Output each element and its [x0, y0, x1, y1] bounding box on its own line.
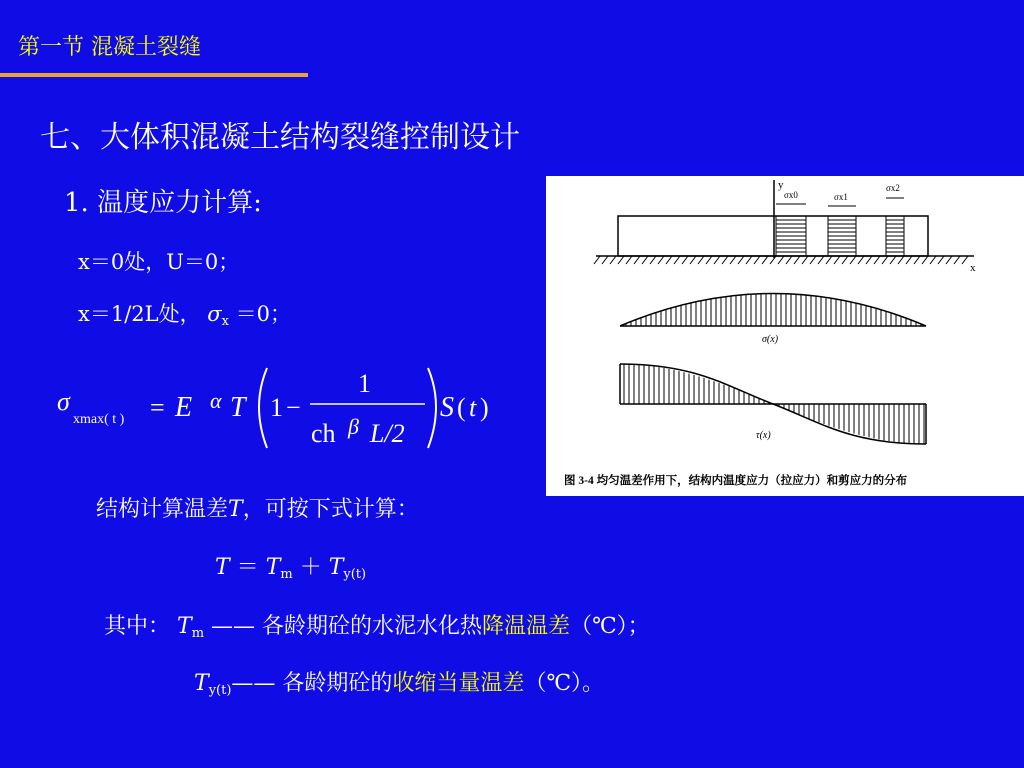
- hatch-line: [962, 256, 968, 264]
- hatch-line: [658, 256, 664, 264]
- sigma-label: σ(x): [762, 334, 779, 345]
- hatch-line: [954, 256, 960, 264]
- formula-minus: −: [286, 393, 301, 422]
- block-stress-hatching: [776, 216, 904, 256]
- formula-L2: L/2: [370, 419, 405, 448]
- hatch-line: [786, 256, 792, 264]
- formula-ch: ch: [311, 419, 336, 448]
- definitions-label: 其中：: [104, 614, 171, 639]
- formula-sigma: σ: [57, 387, 70, 416]
- hatch-line: [802, 256, 808, 264]
- right-paren: [428, 368, 436, 448]
- def2-highlight: 收缩当量温差: [392, 671, 525, 696]
- hatch-line: [850, 256, 856, 264]
- stress-distribution-figure: [546, 176, 1024, 496]
- eq2-plus: ＋: [292, 555, 329, 580]
- eq2-Ty-sub: y(t): [343, 567, 367, 582]
- hatch-line: [946, 256, 952, 264]
- hatch-line: [866, 256, 872, 264]
- def2-text: 各龄期砼的: [282, 671, 393, 696]
- def2-sub: y(t): [208, 683, 232, 698]
- definition-Ty: [194, 666, 604, 698]
- eq2-Tm: T: [265, 555, 281, 580]
- hatch-line: [762, 256, 768, 264]
- def1-end: （℃）；: [570, 614, 650, 639]
- cond2-prefix: x＝1/2L处，: [78, 302, 208, 326]
- header-underline: [0, 73, 308, 77]
- eq2-equals: ＝: [229, 555, 266, 580]
- def2-end: （℃）。: [524, 671, 605, 696]
- label-sigma-x2: σx2: [886, 183, 900, 193]
- hatch-line: [666, 256, 672, 264]
- slide-header: [18, 30, 201, 61]
- formula-T: T: [230, 392, 246, 423]
- hatch-line: [706, 256, 712, 264]
- formula-close: ): [480, 393, 489, 422]
- boundary-condition-2: [78, 298, 291, 329]
- temperature-difference-note: [96, 492, 419, 523]
- def1-highlight: 降温温差: [482, 614, 571, 639]
- label-sigma-x1: σx1: [834, 192, 848, 202]
- figure-drawing: [546, 176, 1024, 496]
- hatch-line: [650, 256, 656, 264]
- formula-sigma-sub: xmax( t ): [73, 412, 125, 427]
- hatch-line: [738, 256, 744, 264]
- hatch-line: [730, 256, 736, 264]
- figure-caption: 图 3-4 均匀温差作用下，结构内温度应力（拉应力）和剪应力的分布: [564, 475, 908, 487]
- def1-sub: m: [191, 626, 205, 641]
- formula-alpha: α: [210, 388, 222, 413]
- hatch-line: [794, 256, 800, 264]
- hatch-line: [826, 256, 832, 264]
- hatch-line: [842, 256, 848, 264]
- subsection-title: 1. 温度应力计算:: [64, 188, 262, 218]
- tau-label: τ(x): [756, 430, 771, 441]
- hatch-line: [594, 256, 600, 264]
- sigma-hatching: [626, 294, 921, 326]
- ground-hatching: [594, 256, 968, 264]
- label-sigma-x0: σx0: [784, 190, 798, 200]
- hatch-line: [698, 256, 704, 264]
- hatch-line: [810, 256, 816, 264]
- def1-symbol: T: [177, 614, 192, 639]
- hatch-line: [602, 256, 608, 264]
- hatch-line: [834, 256, 840, 264]
- hatch-line: [610, 256, 616, 264]
- hatch-line: [770, 256, 776, 264]
- hatch-line: [930, 256, 936, 264]
- left-paren: [259, 368, 267, 448]
- max-stress-formula: [55, 360, 525, 455]
- hatch-line: [858, 256, 864, 264]
- hatch-line: [898, 256, 904, 264]
- hatch-line: [714, 256, 720, 264]
- def2-symbol: T: [194, 671, 209, 696]
- hatch-line: [882, 256, 888, 264]
- figure-y-label: y: [778, 179, 784, 191]
- formula-E: E: [175, 392, 193, 423]
- formula-numerator: 1: [358, 369, 371, 398]
- formula-open: (: [457, 393, 466, 422]
- formula-beta: β: [348, 414, 359, 439]
- cond2-sub: x: [221, 314, 229, 329]
- hatch-line: [722, 256, 728, 264]
- hatch-line: [890, 256, 896, 264]
- hatch-line: [938, 256, 944, 264]
- eq2-Tm-sub: m: [280, 567, 293, 582]
- section-title: 七、大体积混凝土结构裂缝控制设计: [40, 120, 520, 155]
- boundary-condition-1: x＝0处，U＝0；: [78, 250, 240, 274]
- hatch-line: [874, 256, 880, 264]
- formula-equals: =: [150, 393, 165, 422]
- definition-Tm: [104, 609, 650, 641]
- note-suffix: ，可按下式计算：: [242, 497, 419, 522]
- def2-dash: ——: [231, 671, 283, 696]
- hatch-line: [618, 256, 624, 264]
- hatch-line: [690, 256, 696, 264]
- hatch-line: [634, 256, 640, 264]
- hatch-line: [674, 256, 680, 264]
- hatch-line: [746, 256, 752, 264]
- formula-t: t: [469, 393, 477, 422]
- concrete-block: [618, 216, 928, 256]
- def1-text: 各龄期砼的水泥水化热: [262, 614, 483, 639]
- hatch-line: [682, 256, 688, 264]
- cond2-suffix: ＝0；: [228, 302, 291, 326]
- formula-S: S: [440, 392, 454, 423]
- hatch-line: [626, 256, 632, 264]
- hatch-line: [642, 256, 648, 264]
- cond2-sigma: σ: [207, 302, 222, 326]
- eq2-T: T: [215, 555, 230, 580]
- formula-one: 1: [270, 393, 283, 422]
- hatch-line: [818, 256, 824, 264]
- figure-x-label: x: [970, 262, 976, 274]
- hatch-line: [914, 256, 920, 264]
- hatch-line: [906, 256, 912, 264]
- header-title: 第一节 混凝土裂缝: [18, 35, 201, 60]
- hatch-line: [754, 256, 760, 264]
- hatch-line: [778, 256, 784, 264]
- note-prefix: 结构计算温差: [96, 497, 229, 522]
- eq2-Ty: T: [328, 555, 344, 580]
- note-T: T: [228, 497, 243, 522]
- def1-dash: ——: [204, 614, 263, 639]
- hatch-line: [922, 256, 928, 264]
- temperature-sum-equation: [215, 550, 366, 582]
